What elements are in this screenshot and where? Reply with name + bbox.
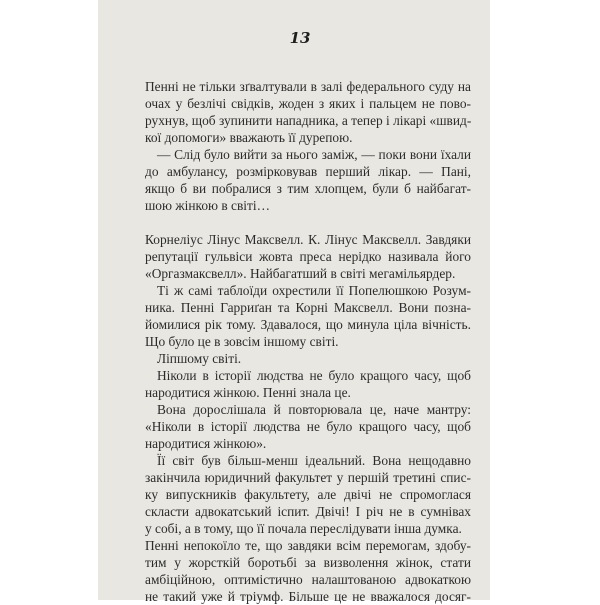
- text-line: у собі, а в тому, що її почала переслідувати інша думка.: [145, 521, 462, 536]
- text-line: Ті ж самі таблоїди охрестили її Попелюшкою Розум-: [157, 283, 471, 298]
- text-line: «Оргазмаксвелл». Найбагатший в світі мегамільярдер.: [145, 266, 456, 281]
- text-line: очах у безлічі свідків, жоден з яких і пальцем не пово-: [145, 96, 471, 111]
- text-line: кої допомоги» вважають її дурепою.: [145, 130, 353, 145]
- text-line: Ніколи в історії людства не було кращого часу, щоб: [157, 368, 471, 383]
- text-line: закінчила юридичний факультет у першій третині спис-: [145, 470, 471, 485]
- text-line: народитися жінкою. Пенні знала це.: [145, 385, 351, 400]
- text-line: «Ніколи в історії людства не було кращого часу, щоб: [145, 419, 471, 434]
- text-line: репутації гульвіси жовта преса нерідко називала його: [145, 249, 471, 264]
- text-line: Вона дорослішала й повторювала це, наче мантру:: [157, 402, 471, 417]
- text-line: ку випускників факультету, але двічі не спромоглася: [145, 487, 471, 502]
- text-line: тим у жорсткій боротьбі за визволення жінок, стати: [145, 555, 471, 570]
- page-number: 13: [289, 29, 311, 47]
- text-line: амбіційною, оптимістично налаштованою адвокаткою: [145, 572, 471, 587]
- body-text: [145, 78, 471, 605]
- text-line: Пенні непокоїло те, що завдяки всім перемогам, здобу-: [145, 538, 471, 553]
- text-line: Її світ був більш-менш ідеальний. Вона нещодавно: [157, 453, 471, 468]
- text-line: — Слід було вийти за нього заміж, — поки вони їхали: [157, 147, 471, 162]
- text-line: якщо б ви побралися з тим хлопцем, були б найбагат-: [145, 181, 471, 196]
- text-line: народитися жінкою».: [145, 436, 267, 451]
- text-line: Пенні не тільки зґвалтували в залі федерального суду на: [145, 79, 471, 94]
- text-line: ника. Пенні Гарриґан та Корні Максвелл. Вони позна-: [145, 300, 471, 315]
- text-line: до амбулансу, розмірковував перший лікар. — Пані,: [145, 164, 471, 179]
- text-line: шою жінкою в світі…: [145, 198, 270, 213]
- text-line: Ліпшому світі.: [157, 351, 242, 366]
- blank-line: [145, 214, 471, 231]
- text-line: скласти адвокатський іспит. Двічі! І річ не в сумнівах: [145, 504, 471, 519]
- text-line: не такий уже й тріумф. Більше це не вважалося досяг-: [145, 589, 471, 604]
- text-line: йомилися рік тому. Здавалося, що минула ціла вічність.: [145, 317, 471, 332]
- text-line: Корнеліус Лінус Максвелл. К. Лінус Максвелл. Завдяки: [145, 232, 471, 247]
- text-line: Що було це в зовсім іншому світі.: [145, 334, 339, 349]
- text-line: рухнув, щоб зупинити нападника, а тепер і лікарі «швид-: [145, 113, 472, 128]
